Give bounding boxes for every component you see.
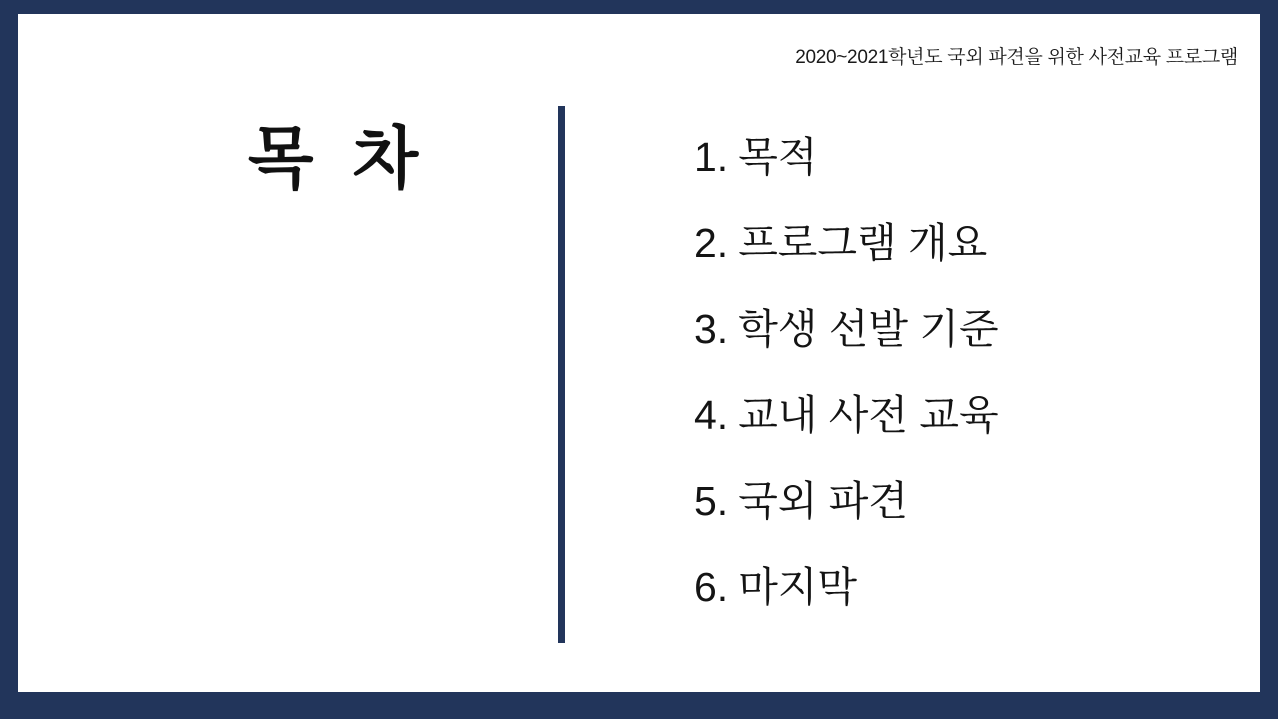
list-item-number: 3. bbox=[694, 306, 729, 353]
list-item-number: 1. bbox=[694, 134, 729, 180]
page-title: 목 차 bbox=[247, 121, 429, 197]
list-item-label: 마지막 bbox=[738, 564, 858, 611]
list-item-label: 국외 파견 bbox=[738, 478, 909, 525]
list-item-number: 2. bbox=[694, 220, 729, 267]
list-item-number: 4. bbox=[694, 392, 729, 439]
list-item bbox=[694, 308, 1214, 351]
vertical-divider bbox=[558, 106, 565, 643]
table-of-contents-list bbox=[694, 136, 1214, 652]
list-item bbox=[694, 480, 1214, 523]
list-item-label: 목적 bbox=[738, 134, 818, 180]
list-item bbox=[694, 394, 1214, 437]
list-item-label: 교내 사전 교육 bbox=[738, 392, 999, 439]
list-item-label: 프로그램 개요 bbox=[738, 220, 988, 267]
list-item-number: 5. bbox=[694, 478, 729, 525]
list-item-label: 학생 선발 기준 bbox=[738, 306, 999, 353]
list-item bbox=[694, 222, 1214, 265]
list-item bbox=[694, 566, 1214, 609]
list-item-number: 6. bbox=[694, 564, 729, 611]
slide-content-area bbox=[18, 14, 1260, 692]
slide-header-text: 2020~2021학년도 국외 파견을 위한 사전교육 프로그램 bbox=[795, 47, 1238, 68]
list-item bbox=[694, 136, 1214, 179]
